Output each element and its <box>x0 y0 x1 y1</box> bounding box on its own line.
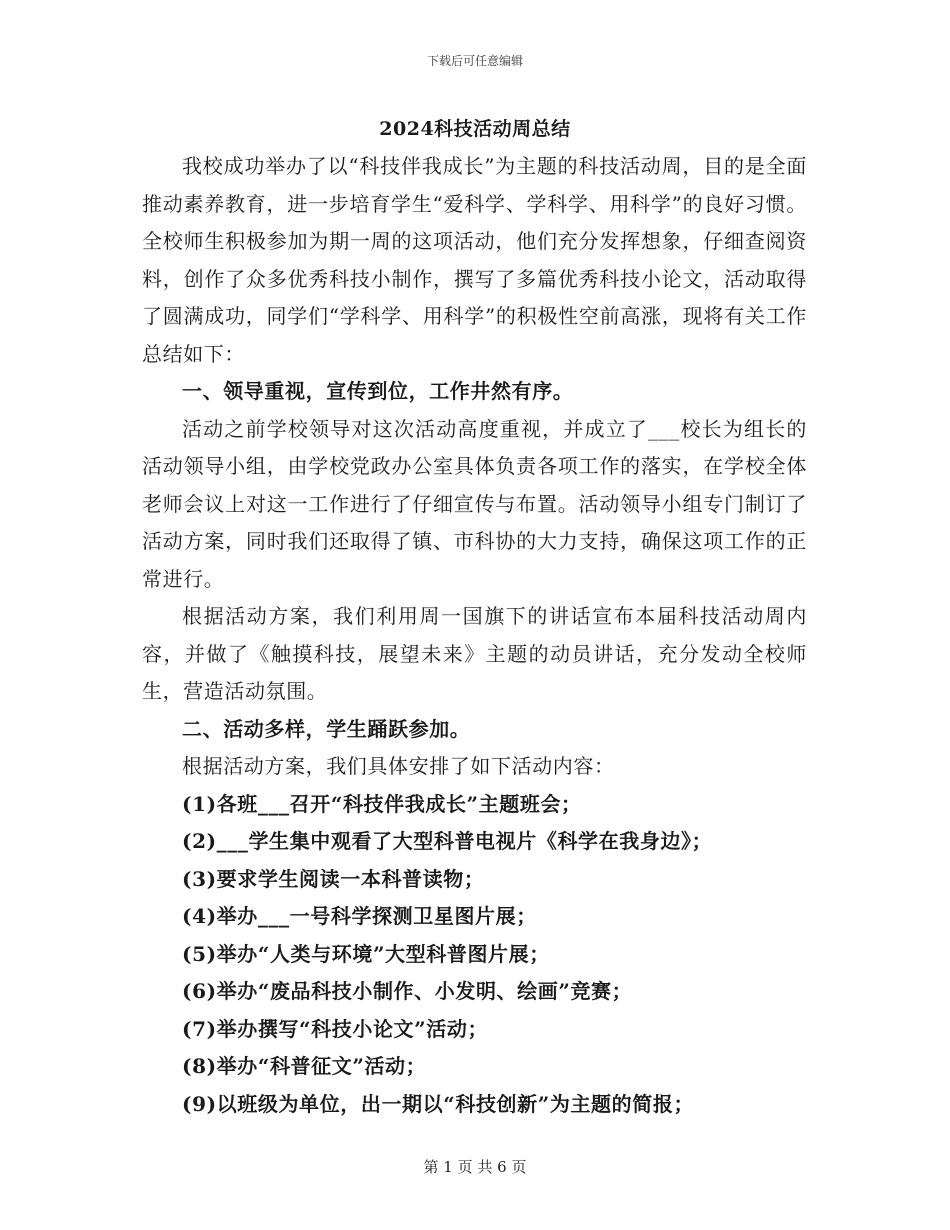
intro-paragraph: 我校成功举办了以“科技伴我成长”为主题的科技活动周，目的是全面推动素养教育，进一步培育学生“爱科学、学科学、用科学”的良好习惯。全校师生积极参加为期一周的这项活动，他们充分发挥想象，仔细查阅资料，创作了众多优秀科技小制作，撰写了多篇优秀科技小论文，活动取得了圆满成功，同学们“学科学、用科学”的积极性空前高涨，现将有关工作总结如下： <box>142 154 807 366</box>
activity-item-7: (7)举办撰写“科技小论文”活动； <box>182 1016 489 1041</box>
activity-item-1: (1)各班___召开“科技伴我成长”主题班会； <box>182 791 582 816</box>
section-1-heading: 一、领导重视，宣传到位，工作井然有序。 <box>182 379 574 403</box>
section-1-paragraph-2: 根据活动方案，我们利用周一国旗下的讲话宣布本届科技活动周内容，并做了《触摸科技，展望未来》主题的动员讲话，充分发动全校师生，营造活动氛围。 <box>142 604 807 703</box>
activity-item-4: (4)举办___一号科学探测卫星图片展； <box>182 904 537 928</box>
document-title: 2024科技活动周总结 <box>379 118 571 140</box>
document-body <box>142 148 807 1123</box>
activity-item-9: (9)以班级为单位，出一期以“科技创新”为主题的简报； <box>182 1091 695 1116</box>
section-2-heading: 二、活动多样，学生踊跃参加。 <box>182 716 471 741</box>
page-number: 第 1 页 共 6 页 <box>423 1158 527 1176</box>
activity-item-2: (2)___学生集中观看了大型科普电视片《科学在我身边》； <box>182 829 713 853</box>
section-2-intro: 根据活动方案，我们具体安排了如下活动内容： <box>182 754 615 778</box>
section-1-paragraph-1: 活动之前学校领导对这次活动高度重视，并成立了___校长为组长的活动领导小组，由学校党政办公室具体负责各项工作的落实，在学校全体老师会议上对这一工作进行了仔细宣传与布置。活动领导小组专门制订了活动方案，同时我们还取得了镇、市科协的大力支持，确保这项工作的正常进行。 <box>142 416 807 591</box>
activity-item-5: (5)举办“人类与环境”大型科普图片展； <box>182 941 550 966</box>
activity-list <box>142 786 807 1124</box>
activity-item-3: (3)要求学生阅读一本科普读物； <box>182 866 485 891</box>
activity-item-6: (6)举办“废品科技小制作、小发明、绘画”竞赛； <box>182 979 633 1003</box>
page-header-note: 下载后可任意编辑 <box>426 54 523 68</box>
activity-item-8: (8)举办“科普征文”活动； <box>182 1054 427 1078</box>
